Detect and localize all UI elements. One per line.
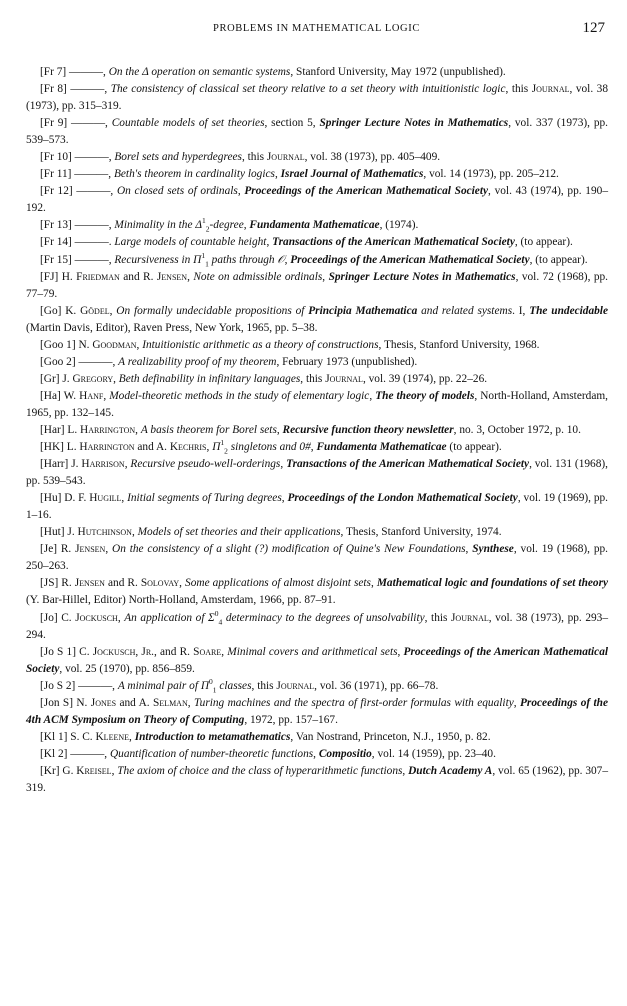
reference-label: [Fr 7] — [40, 66, 67, 78]
ref-title: Beth definability in infinitary languages — [118, 372, 301, 385]
ref-title: A realizability proof of my theorem — [118, 355, 277, 368]
ref-text: , (to appear). — [514, 236, 573, 249]
ref-source: Proceedings of the American Mathematical Society — [290, 253, 530, 266]
ref-title: Recursiveness in Π — [114, 253, 202, 266]
ref-source: Springer Lecture Notes in Mathematics — [328, 270, 516, 283]
ref-superscript: 0 — [214, 608, 219, 618]
ref-text: , — [103, 389, 110, 402]
reference-label: [Fr 9] — [40, 117, 68, 130]
running-title: PROBLEMS IN MATHEMATICAL LOGIC — [213, 23, 420, 34]
reference-label: [Har] — [40, 423, 65, 436]
ref-text: J. — [59, 372, 73, 385]
ref-text: , vol. 39 (1974), pp. 22–26. — [362, 372, 488, 385]
reference-entry — [26, 678, 608, 695]
ref-text: ———, — [75, 679, 118, 692]
ref-text: , — [111, 764, 118, 777]
ref-source: Recursive function theory newsletter — [282, 423, 454, 436]
ref-text: R. — [57, 543, 76, 556]
ref-title: A minimal pair of Π — [117, 679, 210, 692]
ref-text: , — [280, 458, 287, 471]
ref-text: , — [109, 304, 117, 317]
ref-superscript: 1 — [201, 250, 206, 260]
ref-text: , — [313, 747, 319, 760]
reference-label: [Fr 8] — [40, 83, 67, 96]
ref-text: , this — [424, 611, 451, 624]
ref-source: Compositio — [318, 747, 372, 760]
ref-author: Soare — [193, 645, 222, 658]
ref-source: Mathematical logic and foundations of set theory — [376, 577, 609, 590]
ref-title: The axiom of choice and the class of hyperarithmetic functions — [117, 764, 403, 777]
page-number: 127 — [582, 20, 605, 36]
ref-text: ———, — [67, 117, 112, 130]
reference-entry — [26, 456, 608, 490]
ref-title: Models of set theories and their applications — [137, 526, 341, 539]
ref-text: , — [131, 526, 138, 539]
reference-entry — [26, 166, 608, 183]
ref-source: Synthese — [472, 543, 514, 556]
ref-author: Harrison — [81, 458, 125, 471]
ref-title: determinacy to the degrees of unsolvability — [222, 611, 425, 624]
ref-text: ———, — [71, 151, 115, 164]
ref-text: , — [187, 696, 194, 709]
reference-entry — [26, 64, 608, 81]
ref-text: and A. — [134, 441, 170, 454]
ref-title: The consistency of classical set theory relative to a set theory with intuitionistic logic — [110, 83, 506, 96]
reference-label: [Fr 10] — [40, 151, 72, 164]
ref-text: , section 5, — [264, 117, 320, 130]
ref-text: , — [370, 577, 377, 590]
ref-author: Journal — [266, 151, 305, 164]
ref-text: R. — [58, 577, 75, 590]
reference-entry — [26, 354, 608, 371]
ref-source: Proceedings of the American Mathematical Society — [26, 645, 609, 675]
reference-label: [HK] — [40, 441, 64, 454]
reference-label: [FJ] — [40, 270, 59, 283]
ref-text: J. — [64, 526, 78, 539]
ref-text: , North-Holland, Amsterdam, 1965, pp. 132–145. — [26, 389, 609, 419]
ref-text: , (1974). — [379, 219, 419, 232]
ref-title: On closed sets of ordinals — [116, 185, 238, 198]
ref-source: Proceedings of the American Mathematical Society — [244, 185, 489, 198]
ref-text: , February 1973 (unpublished). — [276, 355, 418, 368]
page-header — [26, 20, 607, 38]
ref-text: , Thesis, Stanford University, 1968. — [378, 338, 540, 351]
ref-title: Model-theoretic methods in the study of elementary logic — [109, 389, 370, 402]
ref-text: , vol. 38 (1973), pp. 405–409. — [304, 151, 441, 164]
ref-author: Selman — [152, 696, 188, 709]
ref-title: A basis theorem for Borel sets — [140, 423, 277, 436]
ref-text: , — [136, 338, 143, 351]
ref-text: ———, — [71, 219, 115, 232]
reference-label: [Fr 14] — [40, 236, 72, 249]
ref-text: , vol. 337 (1973), pp. 539–573. — [26, 117, 609, 147]
ref-author: Harrington — [79, 441, 135, 454]
ref-text: L. — [64, 423, 80, 436]
ref-title: Countable models of set theories — [111, 117, 265, 130]
ref-source: Transactions of the American Mathematical Society — [286, 458, 530, 471]
ref-title: Quantification of number-theoretic functions — [109, 747, 314, 760]
reference-label: [Go] — [40, 304, 62, 317]
ref-text: , — [105, 543, 113, 556]
ref-text: , — [402, 764, 409, 777]
ref-author: Journal — [531, 83, 570, 96]
ref-source: Proceedings of the London Mathematical Society — [287, 492, 518, 505]
reference-entry — [26, 252, 608, 269]
reference-entry — [26, 695, 608, 729]
reference-entry — [26, 115, 608, 149]
ref-author: Jockusch, Jr. — [92, 645, 154, 658]
reference-label: [Ha] — [40, 389, 61, 402]
ref-text: S. C. — [67, 730, 96, 743]
reference-entry — [26, 729, 608, 746]
ref-text: , vol. 38 (1973), pp. 293–294. — [26, 611, 609, 641]
ref-title: Some applications of almost disjoint sets — [185, 577, 371, 590]
ref-text: G. — [59, 764, 77, 777]
ref-author: Jones — [90, 696, 117, 709]
ref-text: , — [310, 441, 317, 454]
ref-author: Kleene — [95, 730, 130, 743]
reference-entry — [26, 234, 608, 251]
ref-source: Fundamenta Mathematicae — [316, 441, 447, 454]
reference-entry — [26, 81, 608, 115]
ref-text: K. — [61, 304, 81, 317]
ref-text: , — [465, 543, 473, 556]
reference-label: [Goo 1] — [40, 338, 76, 351]
ref-text: , vol. 72 (1968), pp. 77–79. — [26, 270, 609, 300]
reference-list — [26, 64, 608, 797]
reference-entry — [26, 422, 608, 439]
ref-source: Principia Mathematica — [308, 304, 418, 317]
ref-text: (Martin Davis, Editor), Raven Press, New York, 1965, pp. 5–38. — [26, 321, 318, 334]
ref-text: N. — [75, 338, 93, 351]
ref-title: Minimality in the Δ — [114, 219, 203, 232]
ref-text: , — [281, 492, 288, 505]
reference-entry — [26, 575, 608, 609]
ref-author: Journal — [325, 372, 363, 385]
ref-text: , — [113, 372, 119, 385]
ref-text: , — [124, 458, 131, 471]
ref-title: classes — [216, 679, 252, 692]
ref-text: ———, — [75, 355, 119, 368]
ref-author: Friedman — [76, 270, 120, 283]
ref-superscript: 1 — [202, 216, 206, 226]
ref-title: Beth's theorem in cardinality logics — [113, 168, 275, 181]
ref-text: , vol. 14 (1973), pp. 205–212. — [423, 168, 559, 181]
ref-text: , vol. 19 (1969), pp. 1–16. — [26, 492, 609, 522]
ref-title: Intuitionistic arithmetic as a theory of constructions — [142, 338, 379, 351]
reference-label: [Fr 15] — [40, 253, 72, 266]
ref-title: paths through 𝒪 — [208, 253, 285, 266]
ref-source: Fundamenta Mathematicae — [249, 219, 380, 232]
reference-label: [Kl 2] — [40, 747, 68, 760]
reference-entry — [26, 763, 608, 797]
reference-entry — [26, 269, 608, 303]
reference-label: [Je] — [40, 543, 58, 556]
ref-superscript: 0 — [209, 676, 213, 686]
ref-text: , — [187, 270, 194, 283]
ref-text: , vol. 38 (1973), pp. 315–319. — [26, 83, 608, 113]
ref-title: Π — [212, 441, 221, 454]
ref-text: , Van Nostrand, Princeton, N.J., 1950, p. 82. — [290, 730, 491, 743]
ref-source: The theory of models — [375, 389, 475, 402]
ref-text: W. — [60, 389, 80, 402]
ref-text: , — [369, 389, 376, 402]
reference-label: [Kr] — [40, 764, 60, 777]
ref-author: Journal — [276, 679, 315, 692]
ref-text: C. — [57, 611, 76, 624]
reference-entry — [26, 183, 608, 217]
ref-text: , this — [300, 372, 326, 385]
reference-entry — [26, 746, 608, 763]
ref-text: , vol. 19 (1968), pp. 250–263. — [26, 543, 609, 573]
ref-text: L. — [63, 441, 80, 454]
ref-title: On the consistency of a slight (?) modification of Quine's New Foundations — [112, 543, 466, 556]
ref-text: , — [284, 253, 291, 266]
ref-text: , Stanford University, May 1972 (unpublished). — [290, 66, 506, 78]
reference-label: [Gr] — [40, 372, 60, 385]
ref-title: Initial segments of Turing degrees — [127, 492, 282, 505]
ref-title: On the Δ operation on semantic systems — [108, 66, 291, 78]
reference-label: [Jo S 2] — [40, 679, 76, 692]
ref-text: . I, — [512, 304, 530, 317]
ref-text: C. — [75, 645, 93, 658]
ref-text: , vol. 36 (1971), pp. 66–78. — [314, 679, 439, 692]
ref-text: H. — [58, 270, 77, 283]
ref-text: , — [513, 696, 520, 709]
ref-source: The undecidable — [529, 304, 608, 317]
ref-text: and R. — [119, 270, 157, 283]
ref-text: , no. 3, October 1972, p. 10. — [453, 423, 581, 436]
ref-text: (to appear). — [446, 441, 502, 454]
reference-entry — [26, 337, 608, 354]
ref-title: Minimal covers and arithmetical sets — [227, 645, 398, 658]
ref-text: , (to appear). — [529, 253, 588, 266]
ref-text: N. — [73, 696, 91, 709]
ref-subscript: 2 — [224, 446, 228, 456]
reference-label: [Goo 2] — [40, 355, 76, 368]
ref-source: Israel Journal of Mathematics — [280, 168, 424, 181]
reference-entry — [26, 490, 608, 524]
ref-text: , Thesis, Stanford University, 1974. — [340, 526, 502, 539]
ref-title: Note on admissible ordinals — [193, 270, 323, 283]
ref-author: Kreisel — [76, 764, 112, 777]
ref-title: -degree — [209, 219, 244, 232]
ref-text: , this — [241, 151, 267, 164]
ref-text: , vol. 65 (1962), pp. 307–319. — [26, 764, 609, 794]
ref-author: Gregory — [72, 372, 114, 385]
ref-title: Large models of countable height — [114, 236, 267, 249]
reference-entry — [26, 610, 608, 644]
reference-label: [Jo] — [40, 611, 58, 624]
ref-text: , — [179, 577, 186, 590]
ref-author: Hanf — [79, 389, 104, 402]
ref-text: ———, — [72, 185, 117, 198]
ref-text: , this — [251, 679, 277, 692]
reference-label: [Hut] — [40, 526, 65, 539]
reference-label: [Harr] — [40, 458, 69, 471]
ref-source: Springer Lecture Notes in Mathematics — [319, 117, 509, 130]
ref-author: Goodman — [92, 338, 137, 351]
ref-subscript: 4 — [218, 616, 223, 626]
ref-text: , 1972, pp. 157–167. — [244, 713, 338, 726]
ref-subscript: 1 — [205, 258, 209, 268]
reference-entry — [26, 388, 608, 422]
ref-text: ———. — [71, 236, 115, 249]
ref-subscript: 2 — [205, 224, 210, 234]
ref-author: Solovay — [140, 577, 180, 590]
ref-text: , — [206, 441, 213, 454]
ref-text: , vol. 14 (1959), pp. 23–40. — [371, 747, 496, 760]
reference-label: [Jo S 1] — [40, 645, 76, 658]
reference-entry — [26, 644, 608, 678]
ref-author: Hutchinson — [77, 526, 132, 539]
ref-text: and R. — [104, 577, 141, 590]
ref-text: , — [237, 185, 245, 198]
ref-text: ———, — [66, 83, 111, 96]
ref-superscript: 1 — [220, 438, 225, 448]
ref-text: , and R. — [154, 645, 194, 658]
reference-entry — [26, 303, 608, 337]
ref-title: On formally undecidable propositions of — [116, 304, 309, 317]
ref-text: , this — [505, 83, 532, 96]
ref-text: , — [121, 492, 128, 505]
ref-text: ———, — [71, 253, 115, 266]
ref-text: , — [221, 645, 228, 658]
ref-author: Harrington — [80, 423, 136, 436]
reference-entry — [26, 439, 608, 456]
ref-source: Dutch Academy A — [408, 764, 493, 777]
ref-text: J. — [68, 458, 82, 471]
ref-author: Journal — [451, 611, 489, 624]
reference-label: [JS] — [40, 577, 59, 590]
ref-author: Kechris — [169, 441, 207, 454]
ref-author: Jensen — [156, 270, 188, 283]
ref-author: Jensen — [74, 577, 105, 590]
ref-text: , — [135, 423, 141, 436]
ref-text: ———, — [67, 747, 110, 760]
ref-title: An application of Σ — [124, 611, 215, 624]
ref-title: and related systems — [417, 304, 513, 317]
ref-author: Gödel — [80, 304, 110, 317]
ref-text: , — [117, 611, 125, 624]
ref-text: , — [266, 236, 273, 249]
reference-entry — [26, 524, 608, 541]
reference-label: [Fr 12] — [40, 185, 73, 198]
ref-text: , vol. 131 (1968), pp. 539–543. — [26, 458, 608, 488]
ref-text: , — [129, 730, 135, 743]
ref-source: Proceedings of the 4th ACM Symposium on Theory of Computing — [26, 696, 609, 726]
reference-label: [Hu] — [40, 492, 62, 505]
ref-author: Hugill — [89, 492, 122, 505]
ref-text: , vol. 25 (1970), pp. 856–859. — [59, 662, 195, 675]
reference-entry — [26, 149, 608, 166]
ref-text: , — [397, 645, 404, 658]
ref-text: and A. — [116, 696, 153, 709]
reference-entry — [26, 371, 608, 388]
ref-author: Jensen — [75, 543, 106, 556]
reference-label: [Jon S] — [40, 696, 73, 709]
ref-text: , — [276, 423, 283, 436]
ref-title: Borel sets and hyperdegrees — [114, 151, 242, 164]
reference-entry — [26, 541, 608, 575]
ref-text: (Y. Bar-Hillel, Editor) North-Holland, Amsterdam, 1966, pp. 87–91. — [26, 594, 336, 607]
reference-label: [Fr 11] — [40, 168, 72, 181]
reference-label: [Fr 13] — [40, 219, 72, 232]
ref-text: , — [322, 270, 329, 283]
reference-label: [Kl 1] — [40, 730, 68, 743]
ref-text: D. F. — [61, 492, 90, 505]
ref-text: , — [274, 168, 281, 181]
ref-text: , — [243, 219, 250, 232]
ref-source: Introduction to metamathematics — [134, 730, 291, 743]
ref-title: Turing machines and the spectra of first-order formulas with equality — [193, 696, 514, 709]
ref-title: Recursive pseudo-well-orderings — [130, 458, 281, 471]
ref-author: Jockusch — [75, 611, 118, 624]
ref-text: ———, — [71, 168, 114, 181]
ref-text: , vol. 43 (1974), pp. 190–192. — [26, 185, 608, 215]
ref-title: singletons and 0# — [227, 441, 311, 454]
reference-entry — [26, 217, 608, 234]
ref-source: Transactions of the American Mathematical Society — [272, 236, 515, 249]
ref-text: ———, — [66, 66, 109, 78]
ref-subscript: 1 — [212, 684, 217, 694]
